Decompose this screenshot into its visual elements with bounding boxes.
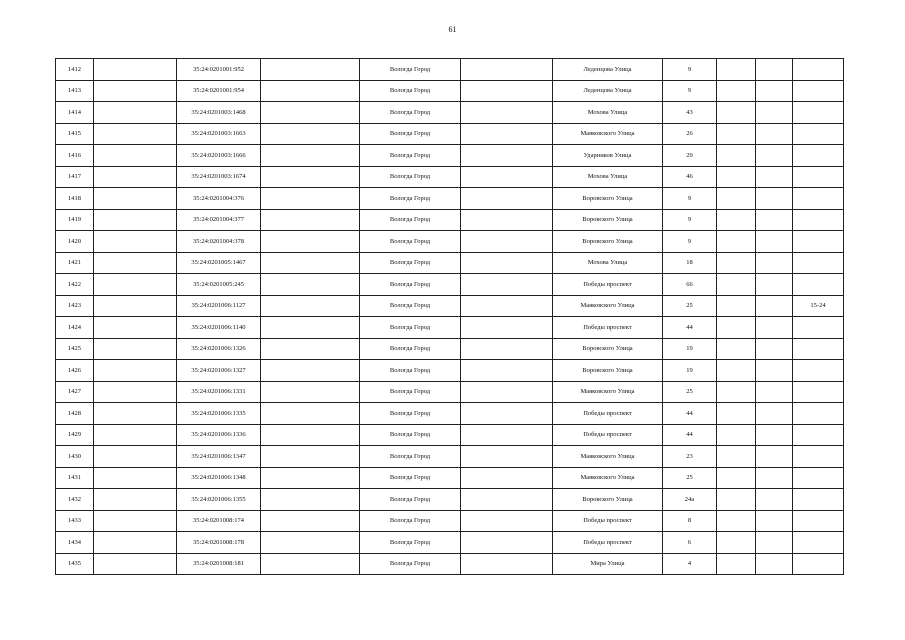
empty-cell <box>461 403 553 425</box>
empty-cell <box>94 403 177 425</box>
cadastral-number-cell: 35:24:0201006:1127 <box>177 295 261 317</box>
empty-cell <box>261 510 360 532</box>
empty-cell <box>94 274 177 296</box>
empty-cell <box>756 403 793 425</box>
empty-cell <box>717 80 756 102</box>
street-cell: Воровского Улица <box>553 360 663 382</box>
empty-cell <box>94 209 177 231</box>
row-number-cell: 1415 <box>56 123 94 145</box>
empty-cell <box>94 317 177 339</box>
street-cell: Победы проспект <box>553 532 663 554</box>
empty-cell <box>261 188 360 210</box>
empty-cell <box>461 231 553 253</box>
empty-cell <box>717 446 756 468</box>
city-cell: Вологда Город <box>360 424 461 446</box>
apartment-cell <box>793 59 844 81</box>
table-row <box>56 510 844 532</box>
empty-cell <box>756 510 793 532</box>
table-row <box>56 381 844 403</box>
page-number: 61 <box>448 25 457 34</box>
row-number-cell: 1419 <box>56 209 94 231</box>
apartment-cell <box>793 188 844 210</box>
street-cell: Воровского Улица <box>553 489 663 511</box>
street-cell: Мохова Улица <box>553 166 663 188</box>
cadastral-number-cell: 35:24:0201003:1666 <box>177 145 261 167</box>
empty-cell <box>94 467 177 489</box>
house-cell: 19 <box>663 338 717 360</box>
cadastral-number-cell: 35:24:0201006:1335 <box>177 403 261 425</box>
empty-cell <box>461 446 553 468</box>
cadastral-number-cell: 35:24:0201006:1348 <box>177 467 261 489</box>
cadastral-number-cell: 35:24:0201004:377 <box>177 209 261 231</box>
row-number-cell: 1420 <box>56 231 94 253</box>
apartment-cell <box>793 446 844 468</box>
street-cell: Ударников Улица <box>553 145 663 167</box>
row-number-cell: 1431 <box>56 467 94 489</box>
row-number-cell: 1418 <box>56 188 94 210</box>
house-cell: 19 <box>663 360 717 382</box>
empty-cell <box>756 274 793 296</box>
empty-cell <box>461 338 553 360</box>
street-cell: Победы проспект <box>553 510 663 532</box>
empty-cell <box>461 532 553 554</box>
city-cell: Вологда Город <box>360 381 461 403</box>
street-cell: Леденцова Улица <box>553 59 663 81</box>
apartment-cell <box>793 403 844 425</box>
empty-cell <box>717 231 756 253</box>
table-row <box>56 123 844 145</box>
house-cell: 9 <box>663 188 717 210</box>
house-cell: 44 <box>663 424 717 446</box>
row-number-cell: 1425 <box>56 338 94 360</box>
house-cell: 46 <box>663 166 717 188</box>
row-number-cell: 1422 <box>56 274 94 296</box>
city-cell: Вологда Город <box>360 317 461 339</box>
row-number-cell: 1427 <box>56 381 94 403</box>
cadastral-number-cell: 35:24:0201006:1355 <box>177 489 261 511</box>
table-row <box>56 166 844 188</box>
apartment-cell <box>793 145 844 167</box>
street-cell: Маяковского Улица <box>553 123 663 145</box>
house-cell: 44 <box>663 317 717 339</box>
empty-cell <box>717 360 756 382</box>
house-cell: 4 <box>663 553 717 575</box>
row-number-cell: 1412 <box>56 59 94 81</box>
empty-cell <box>461 123 553 145</box>
house-cell: 9 <box>663 80 717 102</box>
apartment-cell <box>793 381 844 403</box>
empty-cell <box>717 274 756 296</box>
apartment-cell: 15-24 <box>793 295 844 317</box>
empty-cell <box>461 424 553 446</box>
empty-cell <box>94 102 177 124</box>
city-cell: Вологда Город <box>360 295 461 317</box>
house-cell: 43 <box>663 102 717 124</box>
empty-cell <box>717 338 756 360</box>
apartment-cell <box>793 424 844 446</box>
street-cell: Победы проспект <box>553 274 663 296</box>
city-cell: Вологда Город <box>360 102 461 124</box>
table-row <box>56 102 844 124</box>
empty-cell <box>717 59 756 81</box>
cadastral-number-cell: 35:24:0201005:1467 <box>177 252 261 274</box>
empty-cell <box>717 209 756 231</box>
apartment-cell <box>793 123 844 145</box>
cadastral-number-cell: 35:24:0201004:376 <box>177 188 261 210</box>
city-cell: Вологда Город <box>360 467 461 489</box>
empty-cell <box>94 188 177 210</box>
empty-cell <box>261 102 360 124</box>
empty-cell <box>756 59 793 81</box>
city-cell: Вологда Город <box>360 338 461 360</box>
house-cell: 26 <box>663 123 717 145</box>
house-cell: 8 <box>663 510 717 532</box>
cadastral-number-cell: 35:24:0201001:952 <box>177 59 261 81</box>
empty-cell <box>261 123 360 145</box>
empty-cell <box>717 166 756 188</box>
cadastral-number-cell: 35:24:0201005:245 <box>177 274 261 296</box>
empty-cell <box>261 532 360 554</box>
empty-cell <box>94 295 177 317</box>
empty-cell <box>461 467 553 489</box>
empty-cell <box>461 510 553 532</box>
empty-cell <box>756 123 793 145</box>
cadastral-number-cell: 35:24:0201008:181 <box>177 553 261 575</box>
empty-cell <box>756 317 793 339</box>
empty-cell <box>461 188 553 210</box>
apartment-cell <box>793 102 844 124</box>
empty-cell <box>261 274 360 296</box>
row-number-cell: 1430 <box>56 446 94 468</box>
cadastral-number-cell: 35:24:0201006:1327 <box>177 360 261 382</box>
row-number-cell: 1433 <box>56 510 94 532</box>
empty-cell <box>756 360 793 382</box>
apartment-cell <box>793 166 844 188</box>
row-number-cell: 1414 <box>56 102 94 124</box>
empty-cell <box>717 424 756 446</box>
empty-cell <box>717 295 756 317</box>
empty-cell <box>461 166 553 188</box>
empty-cell <box>94 145 177 167</box>
house-cell: 9 <box>663 231 717 253</box>
street-cell: Маяковского Улица <box>553 467 663 489</box>
empty-cell <box>261 231 360 253</box>
street-cell: Победы проспект <box>553 317 663 339</box>
empty-cell <box>756 446 793 468</box>
empty-cell <box>261 424 360 446</box>
empty-cell <box>94 381 177 403</box>
empty-cell <box>461 209 553 231</box>
table-row <box>56 209 844 231</box>
apartment-cell <box>793 338 844 360</box>
empty-cell <box>261 553 360 575</box>
city-cell: Вологда Город <box>360 532 461 554</box>
apartment-cell <box>793 489 844 511</box>
empty-cell <box>94 231 177 253</box>
table-row <box>56 446 844 468</box>
row-number-cell: 1421 <box>56 252 94 274</box>
house-cell: 44 <box>663 403 717 425</box>
city-cell: Вологда Город <box>360 553 461 575</box>
empty-cell <box>461 360 553 382</box>
row-number-cell: 1423 <box>56 295 94 317</box>
city-cell: Вологда Город <box>360 446 461 468</box>
empty-cell <box>94 80 177 102</box>
empty-cell <box>461 274 553 296</box>
empty-cell <box>756 252 793 274</box>
street-cell: Воровского Улица <box>553 338 663 360</box>
apartment-cell <box>793 553 844 575</box>
city-cell: Вологда Город <box>360 145 461 167</box>
street-cell: Мира Улица <box>553 553 663 575</box>
row-number-cell: 1417 <box>56 166 94 188</box>
table-row <box>56 231 844 253</box>
empty-cell <box>94 532 177 554</box>
empty-cell <box>94 59 177 81</box>
cadastral-number-cell: 35:24:0201001:954 <box>177 80 261 102</box>
cadastral-number-cell: 35:24:0201006:1347 <box>177 446 261 468</box>
apartment-cell <box>793 231 844 253</box>
empty-cell <box>717 510 756 532</box>
empty-cell <box>717 188 756 210</box>
empty-cell <box>756 467 793 489</box>
street-cell: Победы проспект <box>553 424 663 446</box>
city-cell: Вологда Город <box>360 188 461 210</box>
empty-cell <box>94 252 177 274</box>
empty-cell <box>261 145 360 167</box>
house-cell: 66 <box>663 274 717 296</box>
empty-cell <box>94 446 177 468</box>
empty-cell <box>261 403 360 425</box>
street-cell: Победы проспект <box>553 403 663 425</box>
apartment-cell <box>793 532 844 554</box>
cadastral-number-cell: 35:24:0201003:1663 <box>177 123 261 145</box>
empty-cell <box>717 403 756 425</box>
empty-cell <box>756 381 793 403</box>
empty-cell <box>461 145 553 167</box>
street-cell: Мохова Улица <box>553 102 663 124</box>
empty-cell <box>717 317 756 339</box>
empty-cell <box>717 489 756 511</box>
empty-cell <box>756 424 793 446</box>
table-row <box>56 424 844 446</box>
row-number-cell: 1413 <box>56 80 94 102</box>
empty-cell <box>261 252 360 274</box>
apartment-cell <box>793 252 844 274</box>
table-row <box>56 80 844 102</box>
city-cell: Вологда Город <box>360 166 461 188</box>
house-cell: 9 <box>663 209 717 231</box>
cadastral-number-cell: 35:24:0201008:174 <box>177 510 261 532</box>
row-number-cell: 1434 <box>56 532 94 554</box>
house-cell: 9 <box>663 59 717 81</box>
empty-cell <box>261 317 360 339</box>
empty-cell <box>461 102 553 124</box>
row-number-cell: 1435 <box>56 553 94 575</box>
empty-cell <box>94 489 177 511</box>
house-cell: 23 <box>663 446 717 468</box>
cadastral-number-cell: 35:24:0201003:1674 <box>177 166 261 188</box>
empty-cell <box>261 446 360 468</box>
city-cell: Вологда Город <box>360 231 461 253</box>
house-cell: 29 <box>663 145 717 167</box>
empty-cell <box>94 338 177 360</box>
empty-cell <box>461 295 553 317</box>
table-row <box>56 295 844 317</box>
empty-cell <box>94 360 177 382</box>
registry-rows <box>56 59 844 575</box>
table-row <box>56 59 844 81</box>
table-row <box>56 338 844 360</box>
empty-cell <box>756 295 793 317</box>
empty-cell <box>756 102 793 124</box>
street-cell: Маяковского Улица <box>553 295 663 317</box>
empty-cell <box>756 489 793 511</box>
city-cell: Вологда Город <box>360 489 461 511</box>
house-cell: 25 <box>663 295 717 317</box>
empty-cell <box>261 489 360 511</box>
table-row <box>56 145 844 167</box>
empty-cell <box>261 360 360 382</box>
empty-cell <box>756 532 793 554</box>
house-cell: 25 <box>663 467 717 489</box>
cadastral-number-cell: 35:24:0201006:1326 <box>177 338 261 360</box>
row-number-cell: 1426 <box>56 360 94 382</box>
empty-cell <box>261 166 360 188</box>
street-cell: Маяковского Улица <box>553 446 663 468</box>
empty-cell <box>756 209 793 231</box>
empty-cell <box>717 381 756 403</box>
empty-cell <box>261 338 360 360</box>
empty-cell <box>261 295 360 317</box>
empty-cell <box>94 123 177 145</box>
cadastral-number-cell: 35:24:0201008:178 <box>177 532 261 554</box>
street-cell: Мохова Улица <box>553 252 663 274</box>
table-row <box>56 360 844 382</box>
empty-cell <box>756 166 793 188</box>
cadastral-number-cell: 35:24:0201006:1140 <box>177 317 261 339</box>
cadastral-number-cell: 35:24:0201006:1336 <box>177 424 261 446</box>
city-cell: Вологда Город <box>360 274 461 296</box>
row-number-cell: 1429 <box>56 424 94 446</box>
apartment-cell <box>793 209 844 231</box>
empty-cell <box>261 381 360 403</box>
table-row <box>56 274 844 296</box>
empty-cell <box>717 467 756 489</box>
empty-cell <box>717 102 756 124</box>
table-row <box>56 532 844 554</box>
street-cell: Воровского Улица <box>553 231 663 253</box>
apartment-cell <box>793 274 844 296</box>
empty-cell <box>261 467 360 489</box>
apartment-cell <box>793 360 844 382</box>
empty-cell <box>461 381 553 403</box>
row-number-cell: 1428 <box>56 403 94 425</box>
table-row <box>56 188 844 210</box>
city-cell: Вологда Город <box>360 510 461 532</box>
row-number-cell: 1432 <box>56 489 94 511</box>
empty-cell <box>94 424 177 446</box>
empty-cell <box>261 59 360 81</box>
empty-cell <box>461 80 553 102</box>
empty-cell <box>756 553 793 575</box>
city-cell: Вологда Город <box>360 80 461 102</box>
empty-cell <box>756 145 793 167</box>
table-row <box>56 403 844 425</box>
empty-cell <box>756 338 793 360</box>
street-cell: Маяковского Улица <box>553 381 663 403</box>
city-cell: Вологда Город <box>360 209 461 231</box>
table-row <box>56 553 844 575</box>
city-cell: Вологда Город <box>360 59 461 81</box>
empty-cell <box>94 166 177 188</box>
empty-cell <box>717 553 756 575</box>
house-cell: 18 <box>663 252 717 274</box>
empty-cell <box>461 59 553 81</box>
row-number-cell: 1416 <box>56 145 94 167</box>
city-cell: Вологда Город <box>360 403 461 425</box>
empty-cell <box>461 489 553 511</box>
empty-cell <box>717 145 756 167</box>
table-row <box>56 317 844 339</box>
table-row <box>56 467 844 489</box>
empty-cell <box>94 553 177 575</box>
empty-cell <box>717 532 756 554</box>
cadastral-number-cell: 35:24:0201003:1468 <box>177 102 261 124</box>
empty-cell <box>756 80 793 102</box>
house-cell: 6 <box>663 532 717 554</box>
city-cell: Вологда Город <box>360 123 461 145</box>
city-cell: Вологда Город <box>360 252 461 274</box>
house-cell: 24а <box>663 489 717 511</box>
empty-cell <box>261 80 360 102</box>
empty-cell <box>461 317 553 339</box>
cadastral-number-cell: 35:24:0201004:378 <box>177 231 261 253</box>
city-cell: Вологда Город <box>360 360 461 382</box>
row-number-cell: 1424 <box>56 317 94 339</box>
apartment-cell <box>793 510 844 532</box>
empty-cell <box>717 123 756 145</box>
empty-cell <box>261 209 360 231</box>
empty-cell <box>756 231 793 253</box>
registry-table <box>55 58 844 575</box>
empty-cell <box>461 553 553 575</box>
table-row <box>56 489 844 511</box>
apartment-cell <box>793 467 844 489</box>
street-cell: Воровского Улица <box>553 188 663 210</box>
street-cell: Леденцова Улица <box>553 80 663 102</box>
apartment-cell <box>793 317 844 339</box>
empty-cell <box>94 510 177 532</box>
empty-cell <box>756 188 793 210</box>
house-cell: 25 <box>663 381 717 403</box>
empty-cell <box>461 252 553 274</box>
empty-cell <box>717 252 756 274</box>
cadastral-number-cell: 35:24:0201006:1331 <box>177 381 261 403</box>
apartment-cell <box>793 80 844 102</box>
table-row <box>56 252 844 274</box>
street-cell: Воровского Улица <box>553 209 663 231</box>
